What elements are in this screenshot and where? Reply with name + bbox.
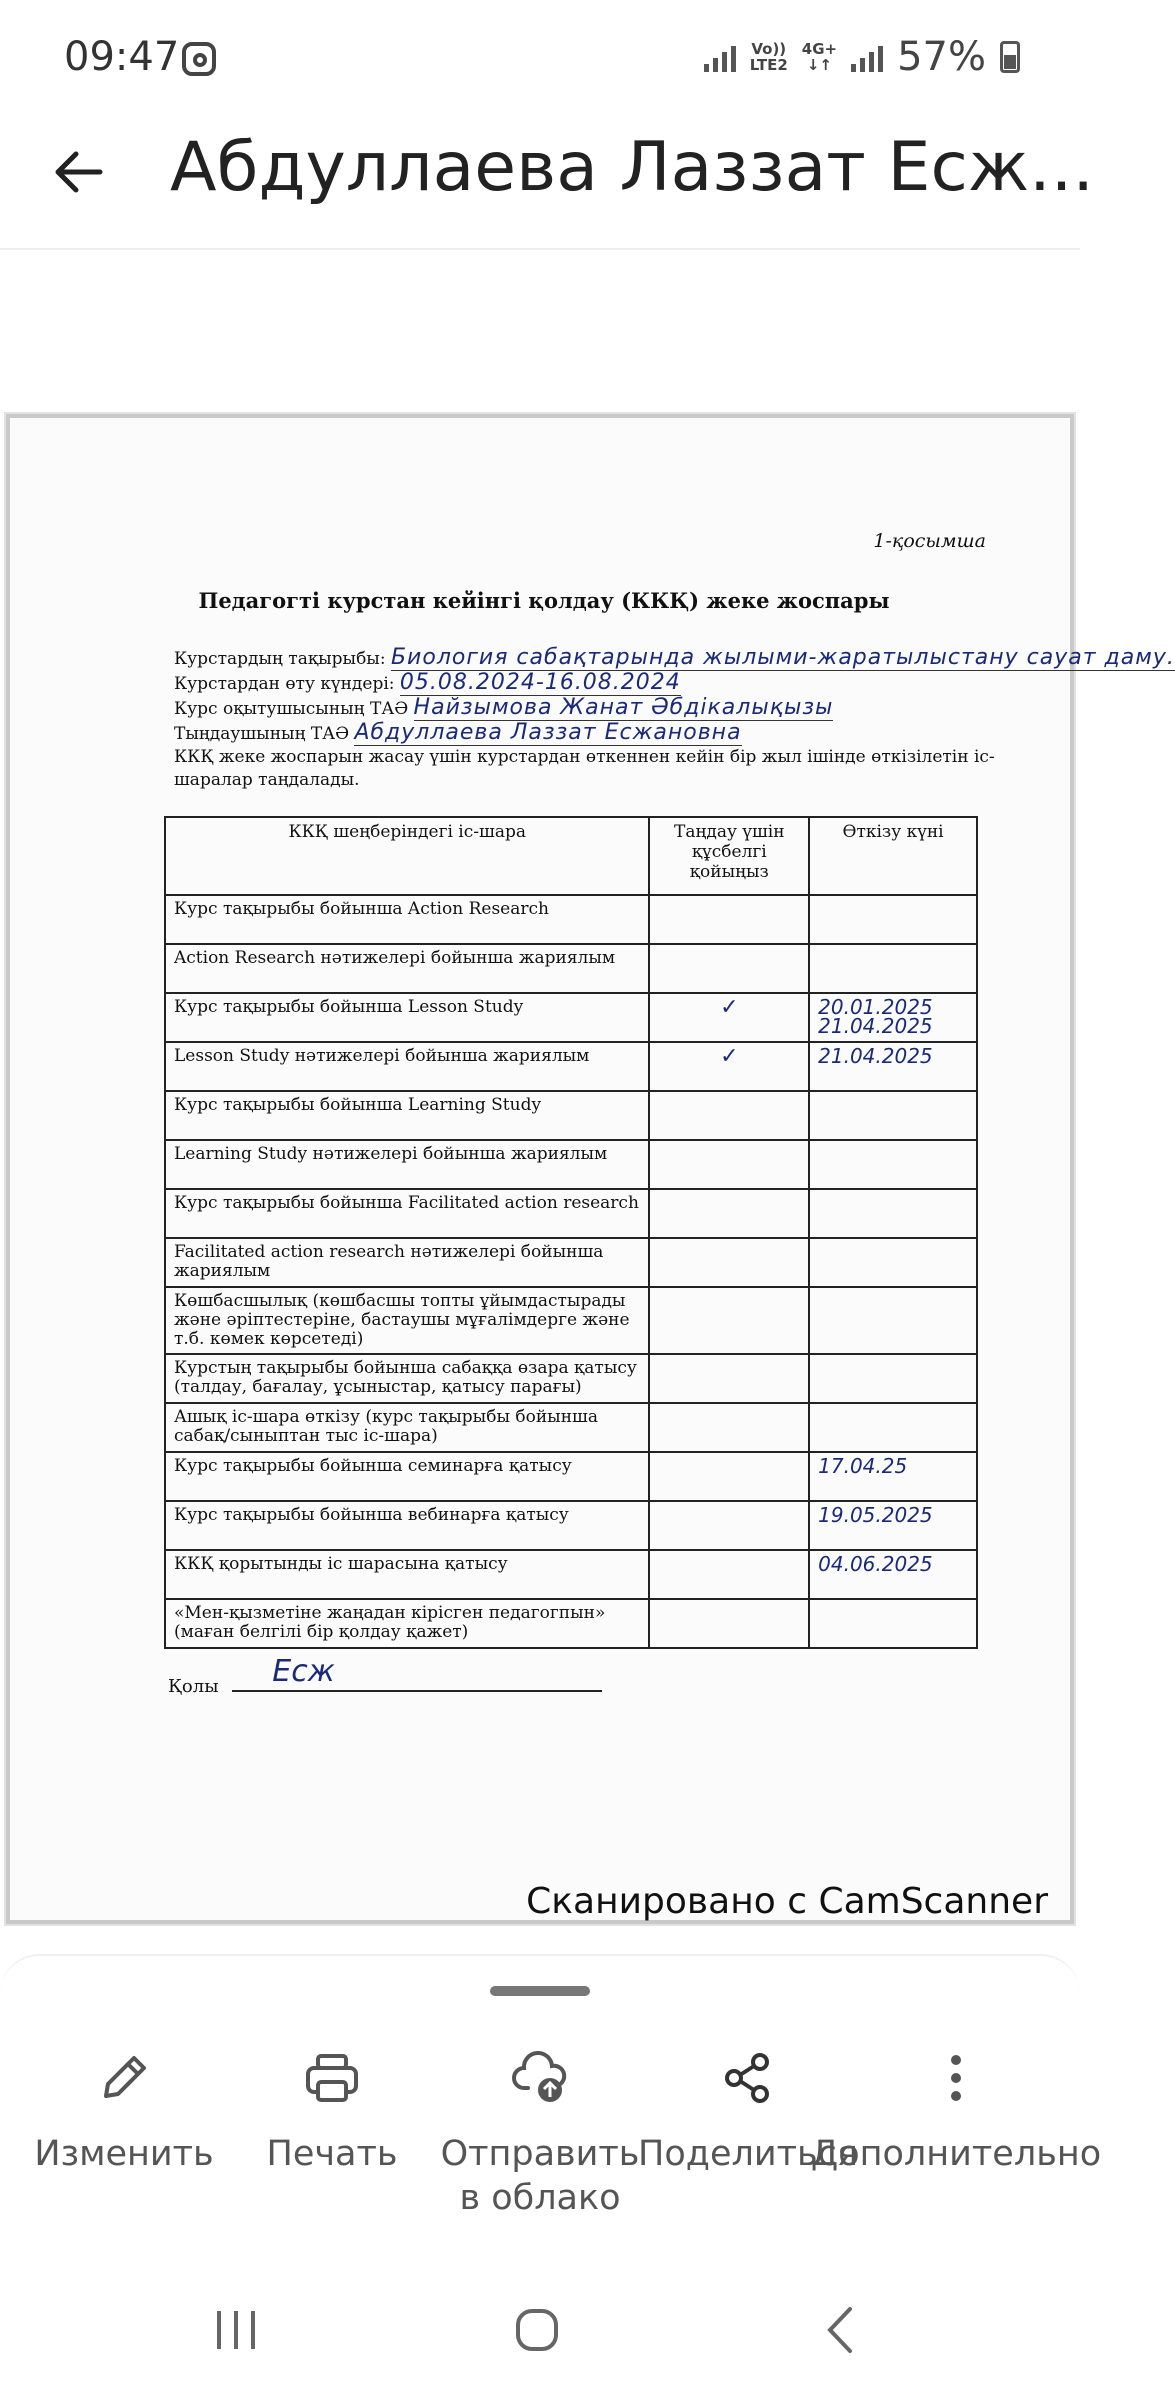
print-button[interactable]: [228, 2046, 436, 2220]
row-mark: ✓: [649, 993, 809, 1042]
row-mark: [649, 944, 809, 993]
share-icon: [716, 2046, 780, 2110]
back-arrow-icon[interactable]: [50, 142, 110, 202]
network-arrows: ↓↑: [806, 56, 832, 74]
signal-icon: [704, 42, 736, 72]
row-event: Ашық іс-шара өткізу (курс тақырыбы бойынша сабақ/сыныптан тыс іс-шара): [165, 1403, 649, 1452]
row-event: Курс тақырыбы бойынша Action Research: [165, 895, 649, 944]
row-mark: ✓: [649, 1042, 809, 1091]
row-date: [809, 944, 977, 993]
table-row: [165, 1354, 977, 1403]
row-date: [809, 1091, 977, 1140]
row-date: [809, 1354, 977, 1403]
document-content: [10, 418, 1175, 1928]
row-mark: [649, 1452, 809, 1501]
plan-note: ККҚ жеке жоспарын жасау үшін курстардан өткеннен кейін бір жыл ішінде өткізілетін іс-шаралар таңдалады.: [174, 747, 995, 790]
row-mark: [649, 1599, 809, 1648]
printer-icon: [300, 2046, 364, 2110]
row-date: 21.04.2025: [809, 1042, 977, 1091]
row-date: [809, 1189, 977, 1238]
row-date: [809, 1140, 977, 1189]
row-date: 04.06.2025: [809, 1550, 977, 1599]
table-row: [165, 1189, 977, 1238]
events-table: [164, 816, 978, 1649]
row-date: [809, 1287, 977, 1354]
document-title: Педагогті курстан кейінгі қолдау (ККҚ) жеке жоспары: [198, 588, 890, 613]
row-date: 17.04.25: [809, 1452, 977, 1501]
network-type: 4G+: [801, 40, 838, 58]
row-event: Курс тақырыбы бойынша Learning Study: [165, 1091, 649, 1140]
table-row: [165, 1550, 977, 1599]
course-topic-value: Биология сабақтарында жылыми-жаратылыстану сауат даму.: [390, 645, 1175, 670]
listener-value: Абдуллаева Лаззат Есжановна: [354, 720, 742, 745]
table-row: [165, 1091, 977, 1140]
course-dates-label: Курстардан өту күндері:: [174, 674, 395, 694]
document-fields: [174, 645, 1175, 792]
row-event: Курс тақырыбы бойынша Lesson Study: [165, 993, 649, 1042]
appendix-label: 1-қосымша: [873, 530, 986, 552]
back-icon[interactable]: [800, 2300, 880, 2360]
signature-row: [168, 1654, 602, 1697]
status-bar: [0, 0, 1080, 120]
camscanner-watermark: Сканировано с CamScanner: [526, 1881, 1048, 1922]
cloud-upload-label: Отправить в облако: [440, 2134, 640, 2218]
row-event: «Мен-қызметіне жаңадан кірісген педагогпын» (маған белгілі бір қолдау қажет): [165, 1599, 649, 1648]
instagram-icon: [182, 42, 216, 76]
row-event: Курс тақырыбы бойынша Facilitated action research: [165, 1189, 649, 1238]
header-mark: Таңдау үшін құсбелгі қойыңыз: [649, 817, 809, 895]
network-indicator: [802, 41, 837, 73]
signature-label: Қолы: [168, 1676, 219, 1697]
listener-label: Тыңдаушының ТАӘ: [174, 724, 350, 744]
action-bar: [20, 2046, 1102, 2220]
document-viewer[interactable]: [0, 252, 1175, 1952]
more-button[interactable]: [810, 2046, 1102, 2220]
action-sheet: [0, 1954, 1102, 2259]
print-label: Печать: [266, 2134, 398, 2174]
row-event: Курстың тақырыбы бойынша сабаққа өзара қатысу (талдау, бағалау, ұсыныстар, қатысу парағы): [165, 1354, 649, 1403]
row-event: Action Research нәтижелері бойынша жариялым: [165, 944, 649, 993]
row-mark: [649, 1501, 809, 1550]
table-row: [165, 1599, 977, 1648]
header-event: ККҚ шеңберіндегі іс-шара: [165, 817, 649, 895]
battery-percent: 57%: [897, 34, 986, 80]
table-row: [165, 944, 977, 993]
row-mark: [649, 1403, 809, 1452]
document-page[interactable]: [6, 414, 1175, 1924]
header-date: Өткізу күні: [809, 817, 977, 895]
cloud-upload-button[interactable]: [436, 2046, 644, 2220]
volte-line1: Vo)): [751, 40, 787, 58]
share-label: Поделиться: [638, 2134, 858, 2174]
navigation-bar: [0, 2260, 1080, 2400]
row-date: [809, 895, 977, 944]
cloud-upload-icon: [508, 2046, 572, 2110]
edit-button[interactable]: [20, 2046, 228, 2220]
row-date: [809, 1238, 977, 1287]
app-bar: [0, 120, 1094, 250]
row-mark: [649, 1550, 809, 1599]
row-mark: [649, 1140, 809, 1189]
status-right: [704, 34, 1020, 80]
table-row: [165, 993, 977, 1042]
course-topic-row: [174, 645, 1175, 671]
row-event: Көшбасшылық (көшбасшы топты ұйымдастырады және әріптестеріне, бастаушы мұғалімдерге және т.б. көмек көрсетеді): [165, 1287, 649, 1354]
recents-icon[interactable]: [196, 2300, 276, 2360]
course-dates-value: 05.08.2024-16.08.2024: [399, 670, 681, 695]
table-row: [165, 1403, 977, 1452]
course-dates-row: [174, 671, 1014, 696]
row-event: Курс тақырыбы бойынша семинарға қатысу: [165, 1452, 649, 1501]
row-mark: [649, 1287, 809, 1354]
home-icon[interactable]: [497, 2300, 577, 2360]
row-mark: [649, 1189, 809, 1238]
trainer-label: Курс оқытушысының ТАӘ: [174, 699, 409, 719]
signal-icon-2: [851, 42, 883, 72]
table-row: [165, 1501, 977, 1550]
row-event: ККҚ қорытынды іс шарасына қатысу: [165, 1550, 649, 1599]
table-row: [165, 1238, 977, 1287]
row-event: Курс тақырыбы бойынша вебинарға қатысу: [165, 1501, 649, 1550]
signature-line: [232, 1654, 602, 1692]
trainer-value: Найзымова Жанат Әбдікалықызы: [413, 695, 834, 720]
volte-line2: LTE2: [749, 56, 788, 74]
table-row: [165, 895, 977, 944]
row-mark: [649, 1354, 809, 1403]
row-date: 20.01.2025 21.04.2025: [809, 993, 977, 1042]
row-mark: [649, 1091, 809, 1140]
table-row: [165, 1287, 977, 1354]
table-row: [165, 1140, 977, 1189]
status-time: 09:47: [64, 34, 180, 80]
row-date: 19.05.2025: [809, 1501, 977, 1550]
row-event: Facilitated action research нәтижелері бойынша жариялым: [165, 1238, 649, 1287]
drag-handle[interactable]: [490, 1986, 590, 1996]
row-event: Lesson Study нәтижелері бойынша жариялым: [165, 1042, 649, 1091]
listener-row: [174, 721, 1014, 746]
edit-label: Изменить: [34, 2134, 214, 2174]
page-title: Абдуллаева Лаззат Есж...: [170, 128, 1094, 207]
pencil-icon: [92, 2046, 156, 2110]
row-event: Learning Study нәтижелері бойынша жариялым: [165, 1140, 649, 1189]
signature: Есж: [272, 1654, 335, 1689]
course-topic-label: Курстардың тақырыбы:: [174, 649, 386, 669]
battery-icon: [1000, 41, 1020, 73]
row-mark: [649, 1238, 809, 1287]
more-label: Дополнительно: [810, 2134, 1102, 2174]
table-row: [165, 1042, 977, 1091]
table-header-row: [165, 817, 977, 895]
trainer-row: [174, 696, 1014, 721]
table-row: [165, 1452, 977, 1501]
row-date: [809, 1403, 977, 1452]
more-vertical-icon: [924, 2046, 988, 2110]
row-mark: [649, 895, 809, 944]
row-date: [809, 1599, 977, 1648]
volte-indicator: [750, 41, 788, 73]
